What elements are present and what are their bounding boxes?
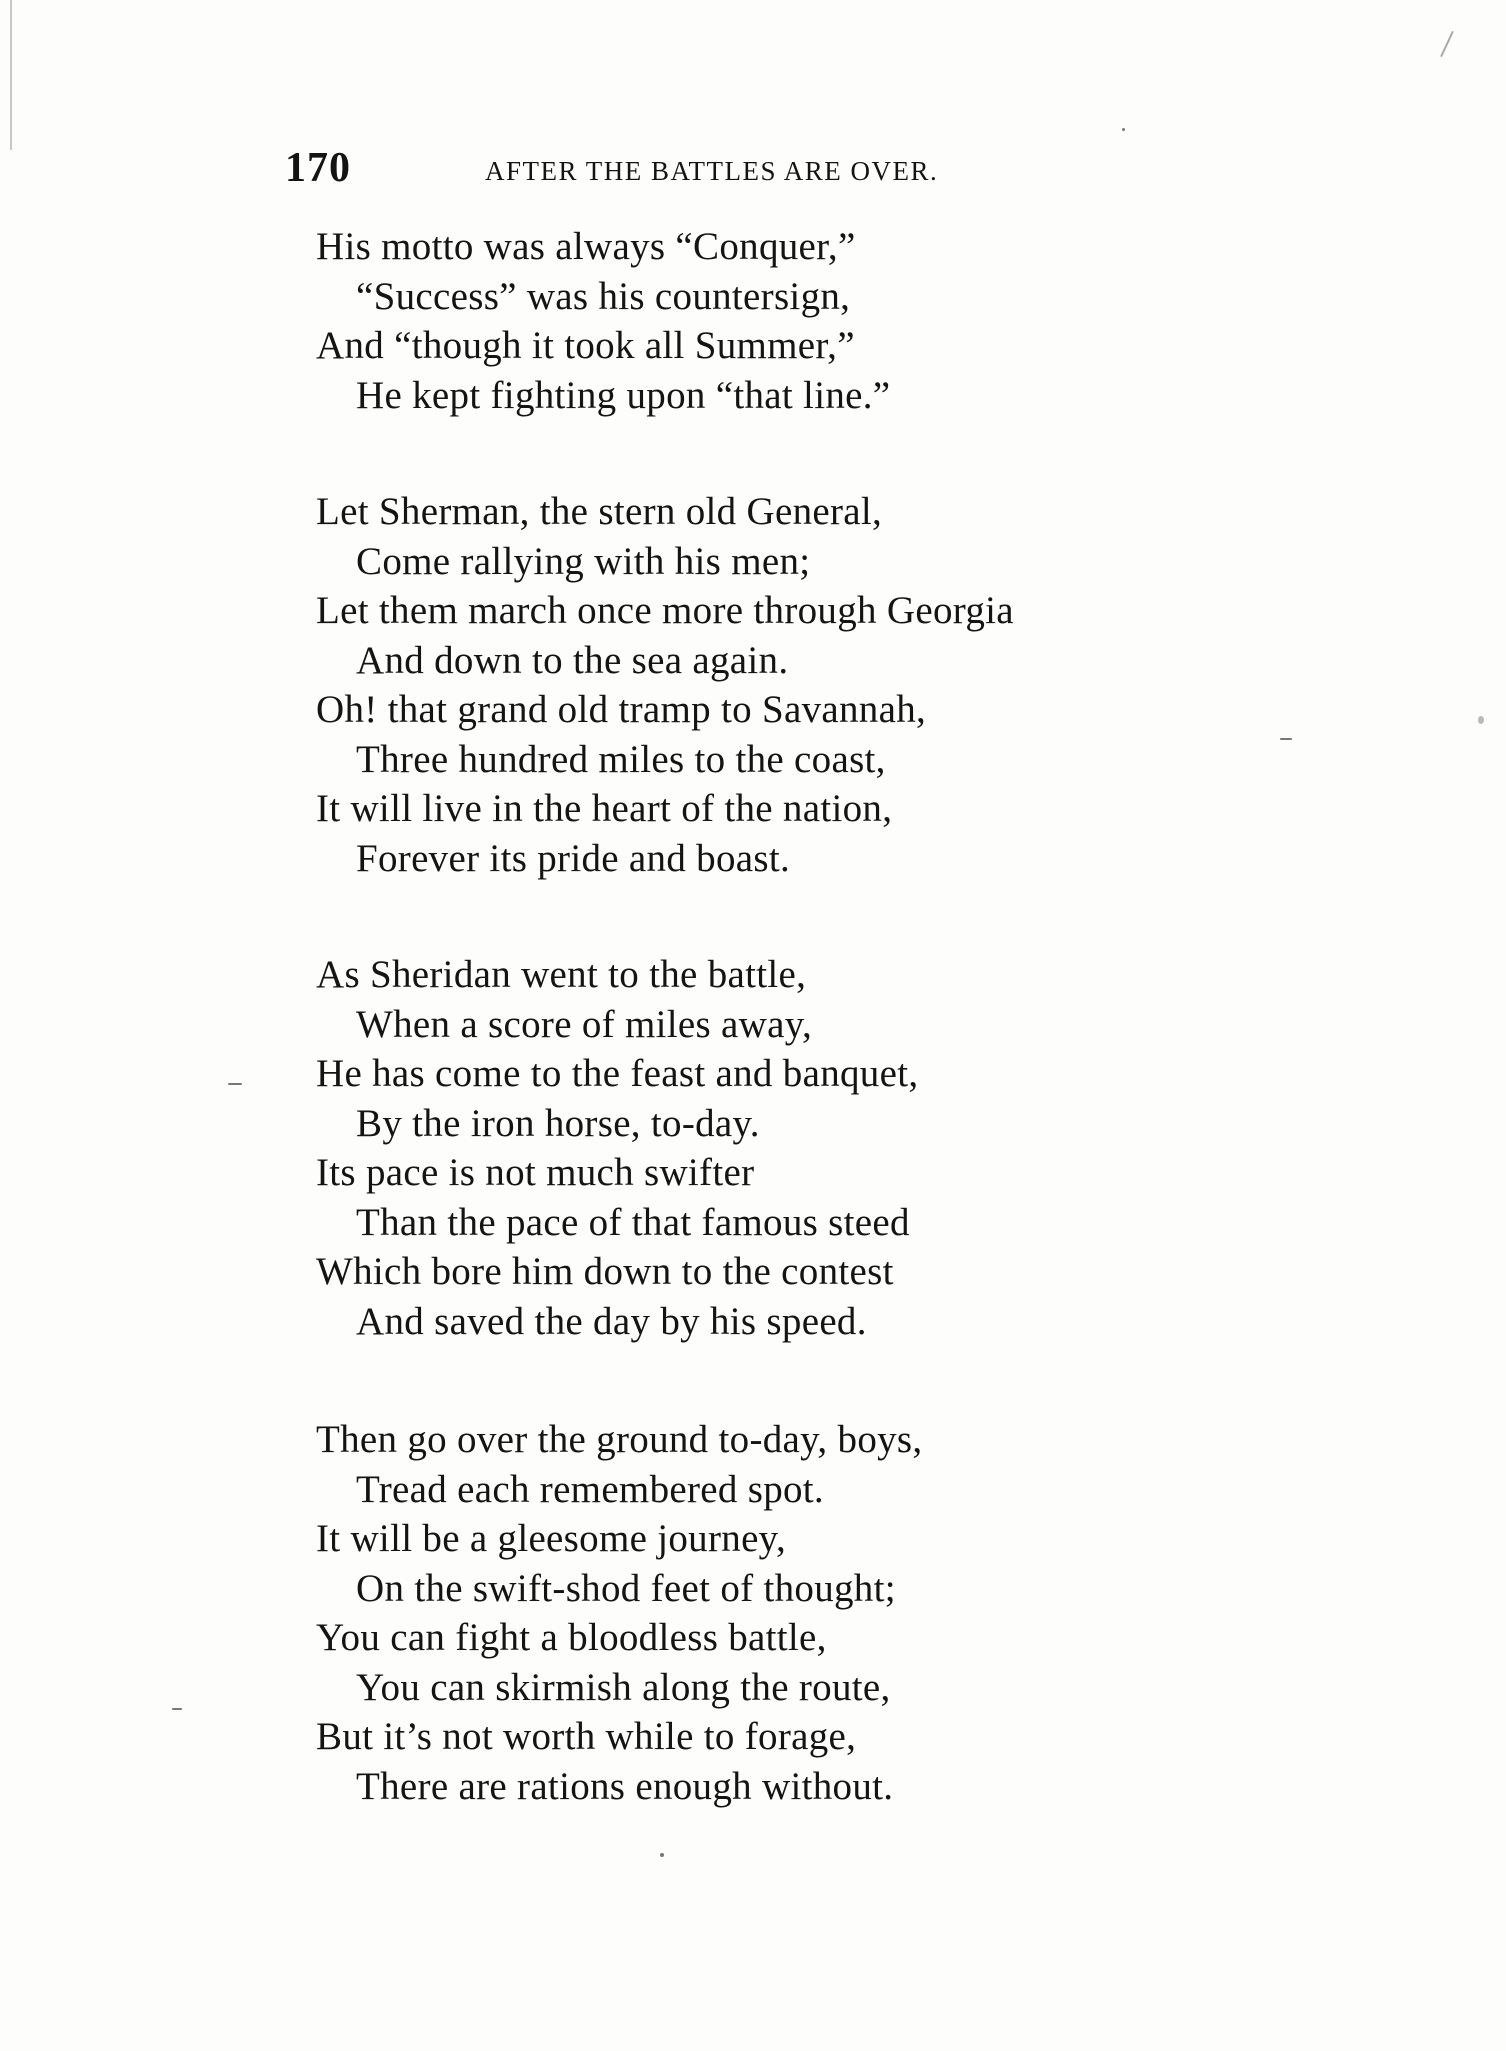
poem-line: When a score of miles away, — [356, 1002, 813, 1046]
poem-line: He has come to the feast and banquet, — [316, 1052, 919, 1095]
scan-speck — [228, 1083, 242, 1085]
poem-line: Oh! that grand old tramp to Savannah, — [316, 688, 927, 731]
poem-line: You can skirmish along the route, — [356, 1665, 891, 1709]
poem-line: There are rations enough without. — [356, 1764, 894, 1808]
poem-line: And down to the sea again. — [356, 638, 789, 682]
poem-line: You can fight a bloodless battle, — [316, 1616, 827, 1659]
poem-line: By the iron horse, to-day. — [356, 1101, 760, 1145]
poem-line: Its pace is not much swifter — [316, 1151, 755, 1194]
poem-line: As Sheridan went to the battle, — [316, 953, 807, 996]
stanza — [316, 222, 890, 420]
poem-line: And “though it took all Summer,” — [316, 324, 855, 367]
poem-line: It will be a gleesome journey, — [316, 1517, 786, 1560]
poem-line: Let Sherman, the stern old General, — [316, 490, 883, 533]
poem-line: Let them march once more through Georgia — [316, 589, 1014, 632]
stanza — [316, 950, 918, 1346]
poem-line: It will live in the heart of the nation, — [316, 787, 893, 830]
poem-line: He kept fighting upon “that line.” — [356, 373, 891, 417]
running-title: AFTER THE BATTLES ARE OVER. — [485, 156, 939, 186]
scan-edge-mark — [10, 0, 12, 150]
poem-line: “Success” was his countersign, — [356, 274, 851, 318]
poem-line: Forever its pride and boast. — [356, 836, 791, 880]
poem-line: And saved the day by his speed. — [356, 1299, 867, 1343]
scan-speck — [660, 1853, 664, 1857]
scan-speck — [1440, 31, 1454, 57]
scan-speck — [1122, 128, 1125, 131]
scan-speck — [1280, 738, 1292, 740]
poem-line: Than the pace of that famous steed — [356, 1200, 910, 1244]
poem-line: His motto was always “Conquer,” — [316, 225, 856, 268]
poem-line: Tread each remembered spot. — [356, 1467, 824, 1511]
poem-line: Come rallying with his men; — [356, 539, 811, 583]
poem-line: Which bore him down to the contest — [316, 1250, 894, 1293]
scan-speck — [172, 1708, 182, 1710]
poem-line: Three hundred miles to the coast, — [356, 737, 886, 781]
stanza — [316, 1415, 922, 1811]
page-number: 170 — [285, 145, 351, 191]
stanza — [316, 487, 1014, 883]
poem-line: On the swift-shod feet of thought; — [356, 1566, 896, 1610]
poem-line: But it’s not worth while to forage, — [316, 1715, 857, 1758]
scan-speck — [1478, 716, 1484, 724]
poem-line: Then go over the ground to-day, boys, — [316, 1418, 923, 1461]
